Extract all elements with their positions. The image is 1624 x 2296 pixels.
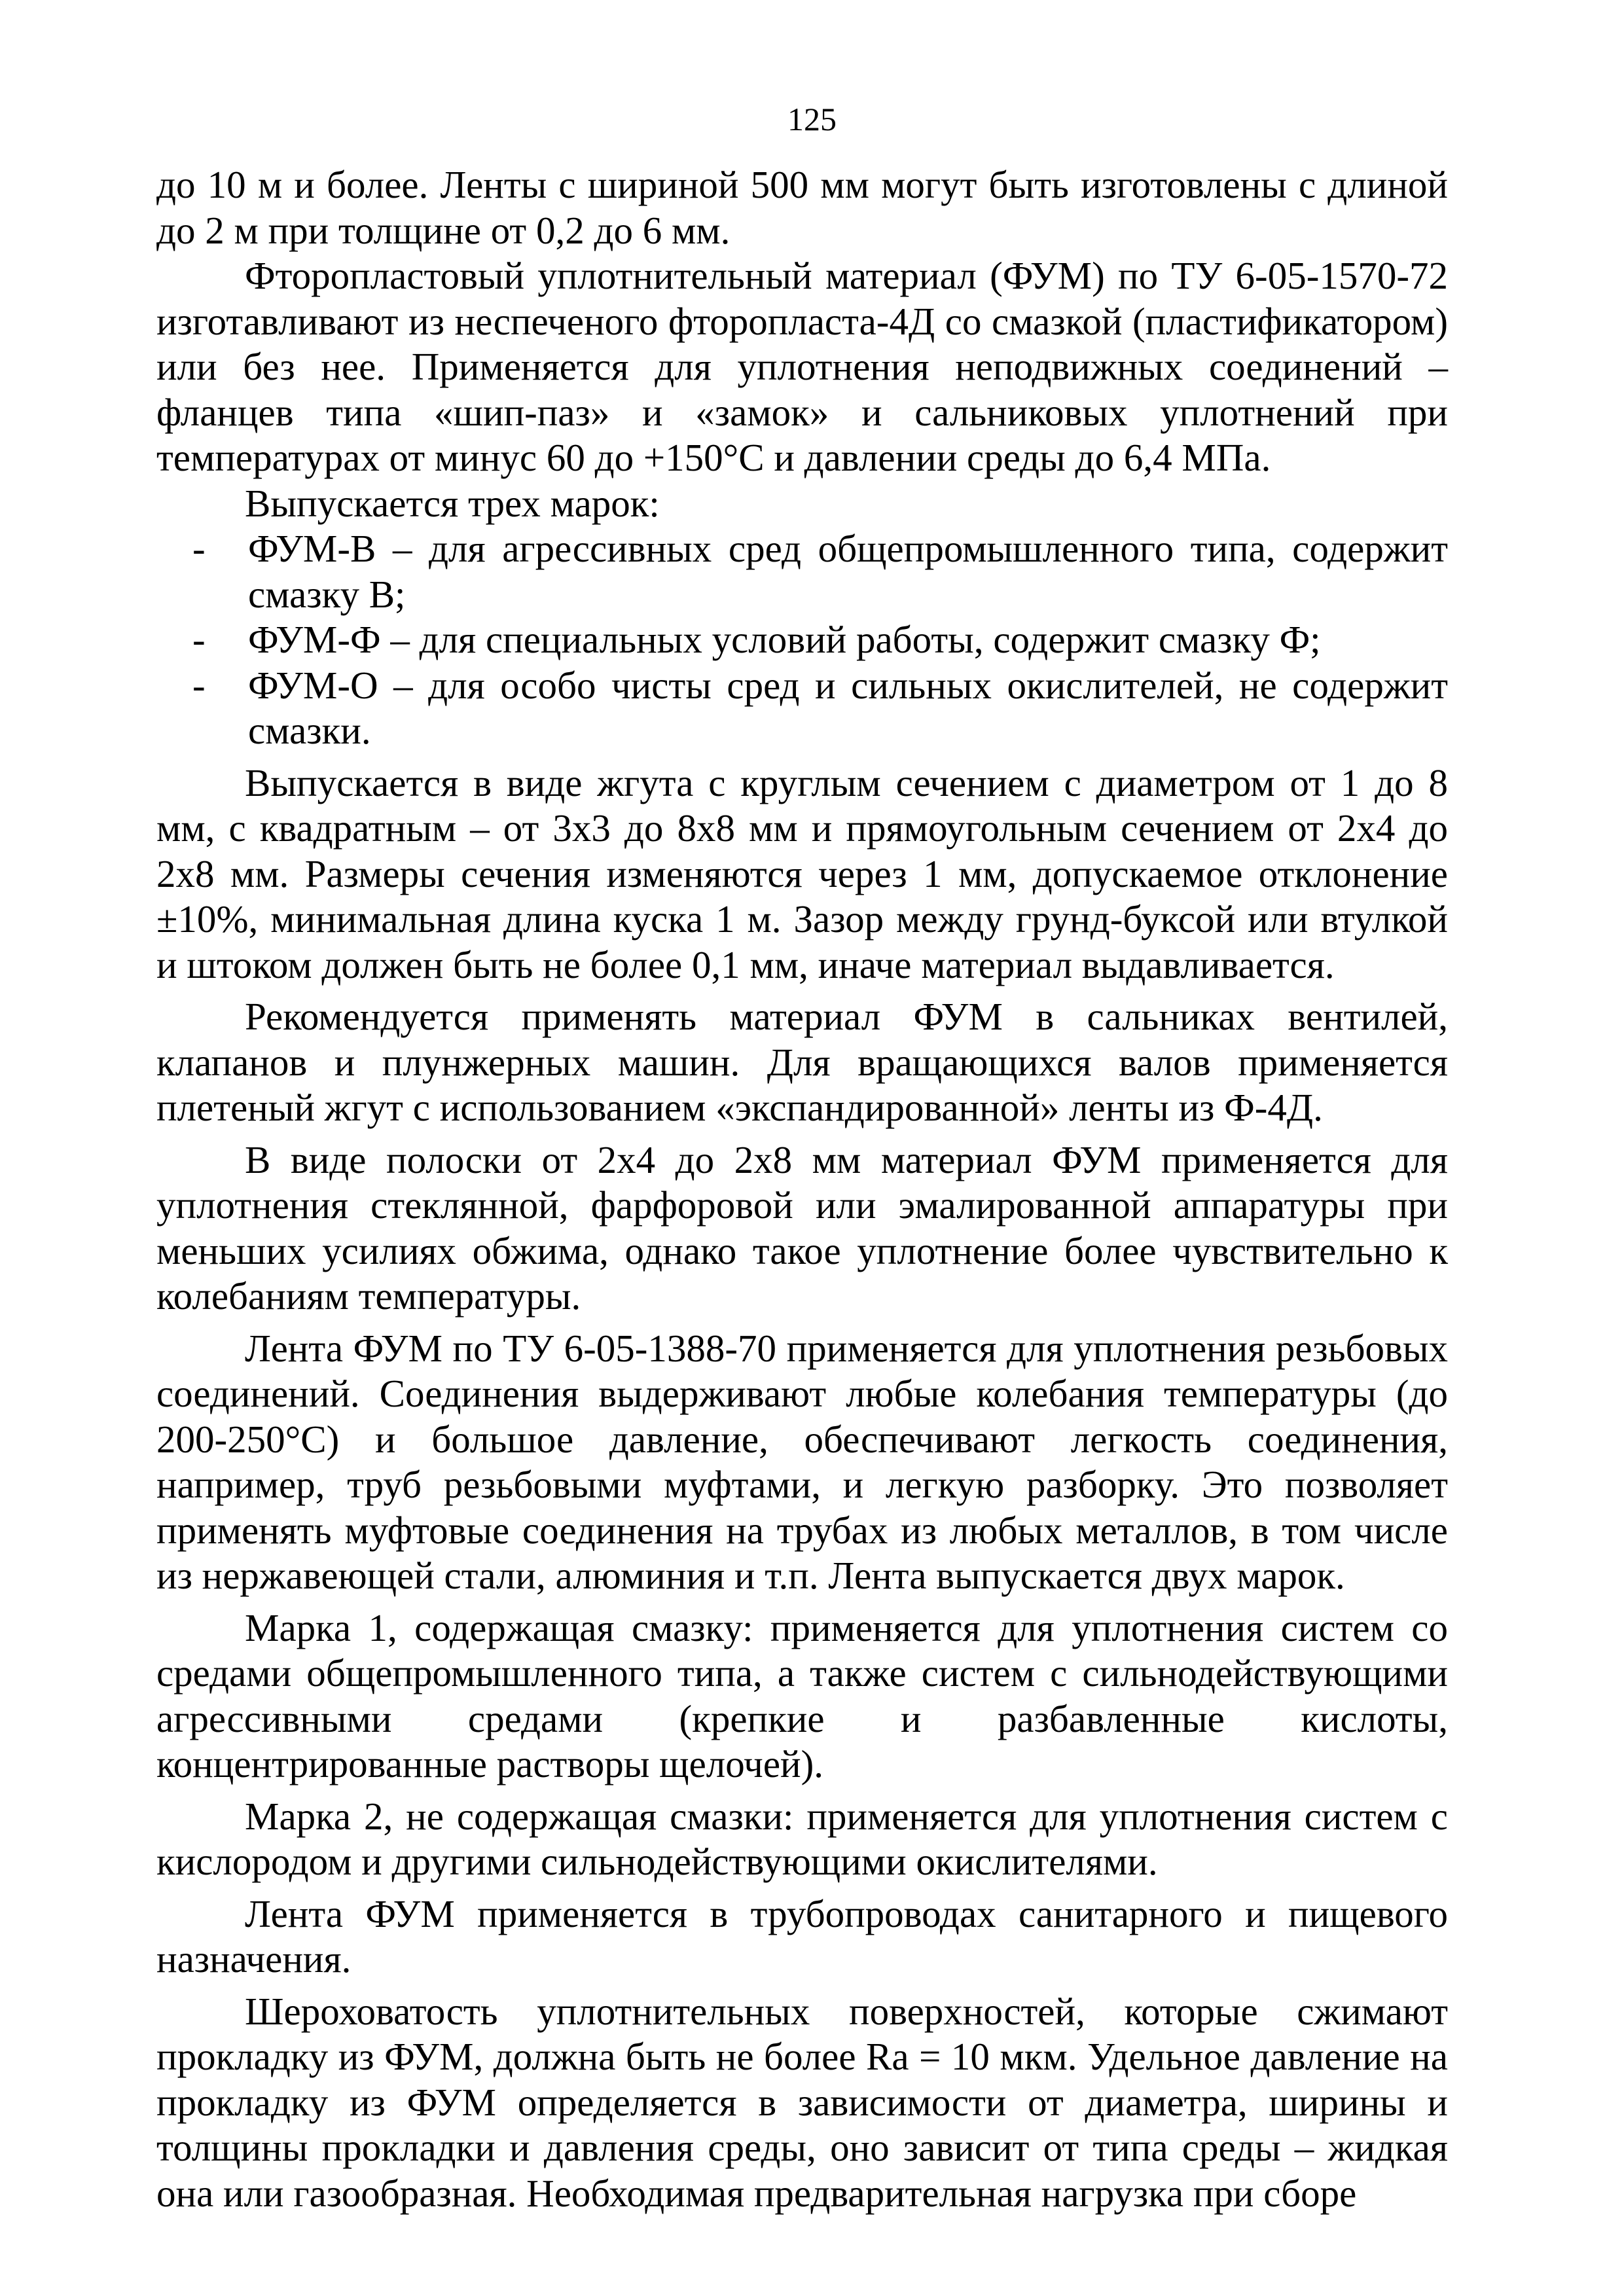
paragraph-continuation: до 10 м и более. Ленты с шириной 500 мм могут быть изготовлены с длиной до 2 м при толщине от 0,2 до 6 мм. [156,163,1448,252]
list-dash: - [192,527,206,570]
page-body [156,162,1448,2216]
list-item [156,663,1448,754]
paragraph-roughness: Шероховатость уплотнительных поверхностей, которые сжимают прокладку из ФУМ, должна быть не более Ra = 10 мкм. Удельное давление на прокладку из ФУМ определяется в зависимости от диаметра, ширины и толщины прокладки и давления среды, оно зависит от типа среды – жидкая она или газообразная. Необходимая предварительная нагрузка при сборе [156,1989,1448,2215]
list-item [156,526,1448,617]
paragraph-sanitary: Лента ФУМ применяется в трубопроводах санитарного и пищевого назначения. [156,1892,1448,1981]
list-item-text: ФУМ-В – для агрессивных сред общепромышленного типа, содержит смазку В; [248,527,1448,616]
paragraph-forms: Выпускается в виде жгута с круглым сечением с диаметром от 1 до 8 мм, с квадратным – от 3х3 до 8х8 мм и прямоугольным сечением от 2х4 до 2х8 мм. Размеры сечения изменяются через 1 мм, допускаемое отклонение ±10%, минимальная длина куска 1 м. Зазор между грунд-буксой или втулкой и штоком должен быть не более 0,1 мм, иначе материал выдавливается. [156,761,1448,986]
paragraph-recommendation: Рекомендуется применять материал ФУМ в сальниках вентилей, клапанов и плунжерных машин. Для вращающихся валов применяется плетеный жгут с использованием «экспандированной» ленты из Ф-4Д. [156,995,1448,1129]
list-item-text: ФУМ-Ф – для специальных условий работы, содержит смазку Ф; [248,618,1321,661]
page-number: 125 [787,101,837,137]
paragraph-strip: В виде полоски от 2х4 до 2х8 мм материал ФУМ применяется для уплотнения стеклянной, фарфоровой или эмалированной аппаратуры при меньших усилиях обжима, однако такое уплотнение более чувствительно к колебаниям температуры. [156,1138,1448,1318]
list-item [156,617,1448,663]
grades-list [156,526,1448,754]
paragraph-grades-intro: Выпускается трех марок: [245,481,660,525]
list-dash: - [192,663,206,707]
paragraph-tape: Лента ФУМ по ТУ 6-05-1388-70 применяется для уплотнения резьбовых соединений. Соединения выдерживают любые колебания температуры (до 200-250°С) и большое давление, обеспечивают легкость соединения, например, труб резьбовыми муфтами, и легкую разборку. Это позволяет применять муфтовые соединения на трубах из любых металлов, в том числе из нержавеющей стали, алюминия и т.п. Лента выпускается двух марок. [156,1326,1448,1597]
list-item-text: ФУМ-О – для особо чисты сред и сильных окислителей, не содержит смазки. [248,663,1448,752]
paragraph-grade-2: Марка 2, не содержащая смазки: применяется для уплотнения систем с кислородом и другими сильнодействующими окислителями. [156,1794,1448,1883]
paragraph-grade-1: Марка 1, содержащая смазку: применяется для уплотнения систем со средами общепромышленного типа, а также систем с сильнодействующими агрессивными средами (крепкие и разбавленные кислоты, концентрированные растворы щелочей). [156,1605,1448,1785]
list-dash: - [192,618,206,661]
paragraph-fum-material: Фторопластовый уплотнительный материал (ФУМ) по ТУ 6-05-1570-72 изготавливают из неспеченого фторопласта-4Д со смазкой (пластификатором) или без нее. Применяется для уплотнения неподвижных соединений – фланцев типа «шип-паз» и «замок» и сальниковых уплотнений при температурах от минус 60 до +150°С и давлении среды до 6,4 МПа. [156,254,1448,479]
